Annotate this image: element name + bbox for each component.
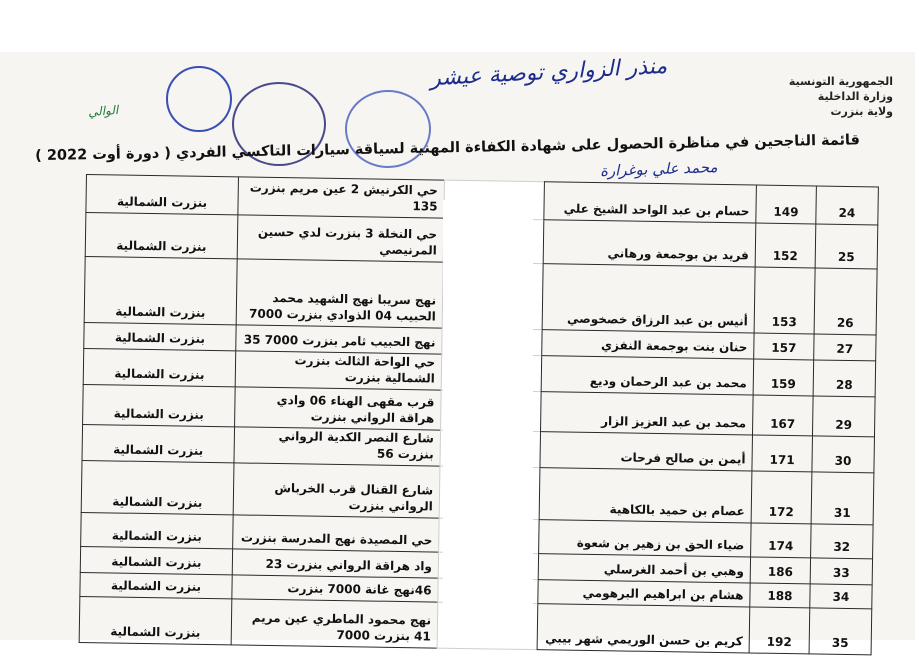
address-cell: نهج سريبا نهج الشهيد محمد الحبيب 04 الذوادي بنزرت 7000 (236, 259, 443, 328)
rank-cell: 34 (810, 584, 872, 609)
official-stamp (166, 66, 232, 132)
city-cell: بنزرت الشمالية (81, 512, 234, 548)
address-cell: حي المصيدة نهج المدرسة بنزرت (233, 515, 440, 552)
letterhead-line-2: وزارة الداخلية (817, 90, 893, 103)
code-cell: 159 (753, 359, 814, 396)
name-cell: ضياء الحق بن زهير بن شعوة (539, 520, 752, 557)
document-page (0, 52, 915, 651)
city-cell: بنزرت الشمالية (84, 322, 236, 350)
address-cell: 46نهج غانة 7000 بنزرت (232, 575, 438, 602)
name-cell: هشام بن ابراهيم البرهومي (538, 580, 750, 607)
name-cell: فريد بن بوجمعة ورهاني (543, 220, 756, 267)
name-cell: حسام بن عبد الواحد الشيخ علي (544, 182, 757, 223)
address-cell: حي الواحة الثالث بنزرت الشمالية بنزرت (235, 351, 442, 390)
letterhead-line-1: الجمهورية التونسية (788, 75, 893, 88)
name-cell: عصام بن حميد بالكاهية (539, 468, 752, 523)
rank-cell: 28 (813, 360, 876, 397)
address-cell: شارع النصر الكدية الرواني بنزرت 56 (234, 427, 441, 466)
rank-cell: 25 (815, 224, 878, 269)
code-cell: 157 (754, 333, 814, 360)
rank-cell: 29 (812, 396, 875, 437)
address-cell: واد هراقة الرواني بنزرت 23 (232, 549, 438, 578)
rank-cell: 31 (811, 472, 874, 525)
code-cell: 153 (754, 267, 815, 334)
letterhead (789, 74, 893, 119)
code-cell: 152 (755, 223, 816, 268)
city-cell: بنزرت الشمالية (86, 175, 239, 215)
rank-cell: 30 (812, 436, 875, 473)
city-cell: بنزرت الشمالية (80, 572, 232, 598)
code-cell: 174 (751, 523, 812, 558)
city-cell: بنزرت الشمالية (81, 460, 234, 514)
rank-cell: 24 (816, 186, 879, 225)
redacted-column (443, 200, 533, 640)
name-cell: كريم بن حسن الوريمي شهر بيبي (537, 604, 750, 653)
code-cell: 192 (749, 607, 810, 654)
address-cell: نهج الحبيب ثامر بنزرت 7000 35 (236, 325, 442, 354)
address-cell: حي النخلة 3 بنزرت لدي حسين المرنيصي (237, 215, 444, 262)
rank-cell: 33 (810, 558, 872, 585)
city-cell: بنزرت الشمالية (83, 384, 236, 426)
name-cell: أيمن بن صالح فرحات (540, 432, 753, 471)
handwritten-signature: محمد علي بوغرارة (599, 157, 718, 181)
rank-cell: 26 (814, 268, 877, 335)
name-cell: وهبي بن أحمد الغرسلي (538, 554, 750, 583)
city-cell: بنزرت الشمالية (79, 596, 232, 644)
handwritten-note: الوالي (87, 102, 119, 120)
name-cell: حنان بنت بوجمعة النفزي (542, 330, 754, 359)
rank-cell: 35 (809, 608, 872, 655)
name-cell: أنيس بن عبد الرزاق خصخوصي (542, 264, 755, 333)
document-title: قائمة الناجحين في مناظرة الحصول على شهادة الكفاءة المهنية لسياقة سيارات التاكسي الفردي ( دورة أوت 2022 ) (35, 132, 861, 165)
code-cell: 186 (750, 557, 810, 584)
code-cell: 149 (756, 185, 817, 224)
rank-cell: 27 (814, 334, 876, 361)
letterhead-line-3: ولاية بنزرت (830, 105, 893, 118)
code-cell: 167 (752, 395, 813, 436)
name-cell: محمد بن عبد الرحمان وديع (541, 356, 754, 395)
handwritten-note: منذر الزواري توصية عيشر (429, 53, 668, 92)
name-cell: محمد بن عبد العزيز الزار (541, 392, 754, 435)
code-cell: 171 (752, 435, 813, 472)
code-cell: 188 (750, 583, 810, 608)
city-cell: بنزرت الشمالية (85, 213, 238, 259)
address-cell: قرب مقهى الهناء 06 وادي هراقة الرواني بنزرت (235, 387, 442, 430)
city-cell: بنزرت الشمالية (84, 256, 237, 324)
city-cell: بنزرت الشمالية (80, 546, 232, 574)
rank-cell: 32 (811, 524, 874, 559)
address-cell: شارع القنال قرب الخرباش الرواني بنزرت (233, 463, 440, 518)
code-cell: 172 (751, 471, 812, 524)
address-cell: حي الكرنيش 2 عين مريم بنزرت 135 (238, 177, 445, 218)
city-cell: بنزرت الشمالية (82, 424, 235, 462)
city-cell: بنزرت الشمالية (83, 348, 236, 386)
address-cell: نهج محمود الماطري عين مريم 41 بنزرت 7000 (231, 599, 438, 648)
